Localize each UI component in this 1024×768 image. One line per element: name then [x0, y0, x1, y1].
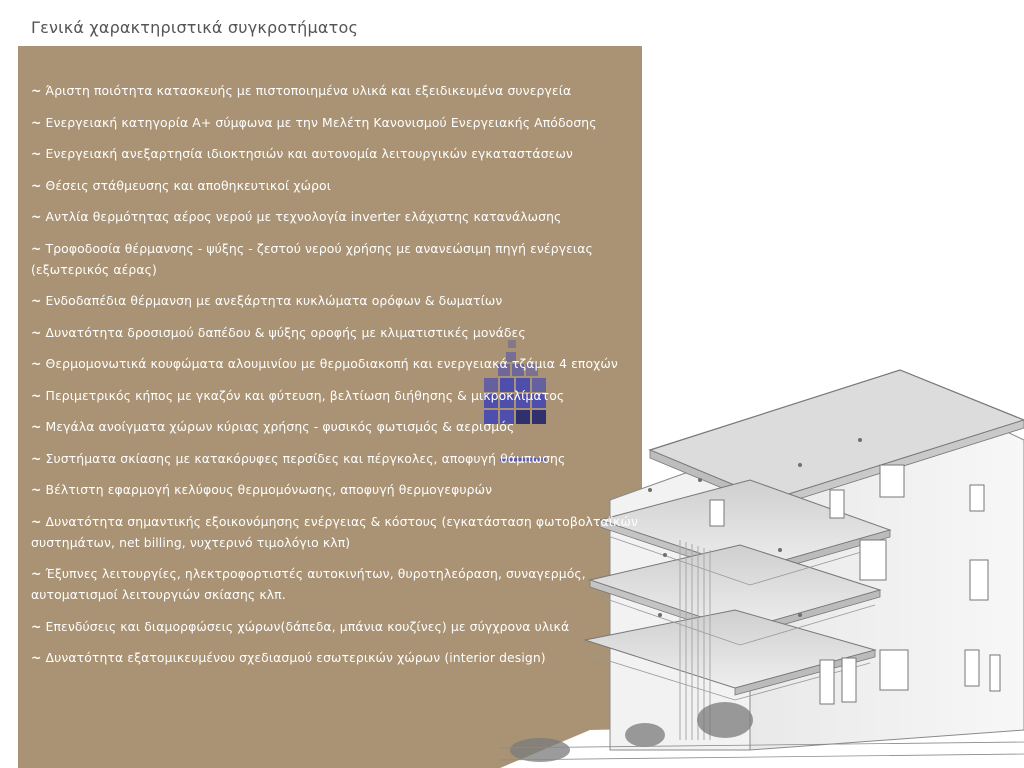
- feature-item: [31, 175, 643, 196]
- bullet-tilde: ~: [31, 482, 42, 497]
- section-title: Γενικά χαρακτηριστικά συγκροτήματος: [31, 18, 359, 37]
- feature-text: Επενδύσεις και διαμορφώσεις χώρων(δάπεδα, μπάνια κουζίνες) με σύγχρονα υλικά: [45, 618, 570, 634]
- bullet-tilde: ~: [31, 419, 42, 434]
- bullet-tilde: ~: [31, 450, 42, 466]
- bullet-tilde: ~: [31, 83, 42, 98]
- feature-text: Μεγάλα ανοίγματα χώρων κύριας χρήσης - φυσικός φωτισμός & αερισμός: [45, 419, 515, 434]
- feature-item: [31, 479, 643, 500]
- feature-item: [31, 448, 643, 469]
- bullet-tilde: ~: [31, 566, 42, 581]
- feature-item: [31, 143, 643, 164]
- feature-item: [31, 80, 643, 101]
- feature-text: Δυνατότητα δροσισμού δαπέδου & ψύξης οροφής με κλιματιστικές μονάδες: [45, 324, 526, 340]
- feature-text: Περιμετρικός κήπος με γκαζόν και φύτευση, βελτίωση διήθησης & μικροκλίματος: [45, 387, 565, 403]
- features-list: [31, 80, 643, 679]
- feature-item: [31, 206, 643, 227]
- feature-item: [31, 238, 643, 280]
- bullet-tilde: ~: [31, 387, 42, 403]
- feature-item: [31, 322, 643, 343]
- bullet-tilde: ~: [31, 177, 42, 193]
- feature-item: [31, 385, 643, 406]
- bullet-tilde: ~: [31, 240, 42, 256]
- feature-text: Θέσεις στάθμευσης και αποθηκευτικοί χώροι: [45, 177, 332, 193]
- feature-text: Δυνατότητα σημαντικής εξοικονόμησης ενέργειας & κόστους (εγκατάσταση φωτοβολταϊκών συστημάτων, net billing, νυχτερινό τιμολόγιο κλπ): [31, 513, 638, 550]
- feature-text: Συστήματα σκίασης με κατακόρυφες περσίδες και πέργκολες, αποφυγή θάμπωσης: [45, 450, 566, 466]
- bullet-tilde: ~: [31, 209, 42, 224]
- bullet-tilde: ~: [31, 618, 42, 634]
- bullet-tilde: ~: [31, 356, 42, 371]
- feature-text: Ενεργειακή κατηγορία A+ σύμφωνα με την Μελέτη Κανονισμού Ενεργειακής Απόδοσης: [45, 114, 597, 130]
- feature-item: [31, 112, 643, 133]
- feature-item: [31, 290, 643, 311]
- feature-text: Ενεργειακή ανεξαρτησία ιδιοκτησιών και αυτονομία λειτουργικών εγκαταστάσεων: [45, 146, 573, 161]
- feature-text: Τροφοδοσία θέρμανσης - ψύξης - ζεστού νερού χρήσης με ανανεώσιμη πηγή ενέργειας (εξωτερικός αέρας): [31, 240, 593, 277]
- feature-text: Βέλτιστη εφαρμογή κελύφους θερμομόνωσης, αποφυγή θερμογεφυρών: [45, 482, 493, 497]
- bullet-tilde: ~: [31, 293, 42, 308]
- feature-text: Άριστη ποιότητα κατασκευής με πιστοποιημένα υλικά και εξειδικευμένα συνεργεία: [45, 83, 572, 98]
- feature-item: [31, 647, 643, 668]
- bullet-tilde: ~: [31, 324, 42, 340]
- feature-text: Θερμομονωτικά κουφώματα αλουμινίου με θερμοδιακοπή και ενεργειακά τζάμια 4 εποχών: [45, 356, 618, 371]
- bullet-tilde: ~: [31, 146, 42, 161]
- bullet-tilde: ~: [31, 114, 42, 130]
- feature-item: [31, 563, 643, 605]
- feature-text: Αντλία θερμότητας αέρος νερού με τεχνολογία inverter ελάχιστης κατανάλωσης: [45, 209, 562, 224]
- feature-text: Έξυπνες λειτουργίες, ηλεκτροφορτιστές αυτοκινήτων, θυροτηλεόραση, συναγερμός, αυτοματισμοί λειτουργιών σκίασης κλπ.: [31, 566, 586, 602]
- bullet-tilde: ~: [31, 650, 42, 665]
- feature-item: [31, 416, 643, 437]
- feature-item: [31, 616, 643, 637]
- bullet-tilde: ~: [31, 513, 42, 529]
- feature-text: Δυνατότητα εξατομικευμένου σχεδιασμού εσωτερικών χώρων (interior design): [45, 650, 546, 665]
- feature-item: [31, 353, 643, 374]
- feature-item: [31, 511, 643, 553]
- feature-text: Ενδοδαπέδια θέρμανση με ανεξάρτητα κυκλώματα ορόφων & δωματίων: [45, 293, 503, 308]
